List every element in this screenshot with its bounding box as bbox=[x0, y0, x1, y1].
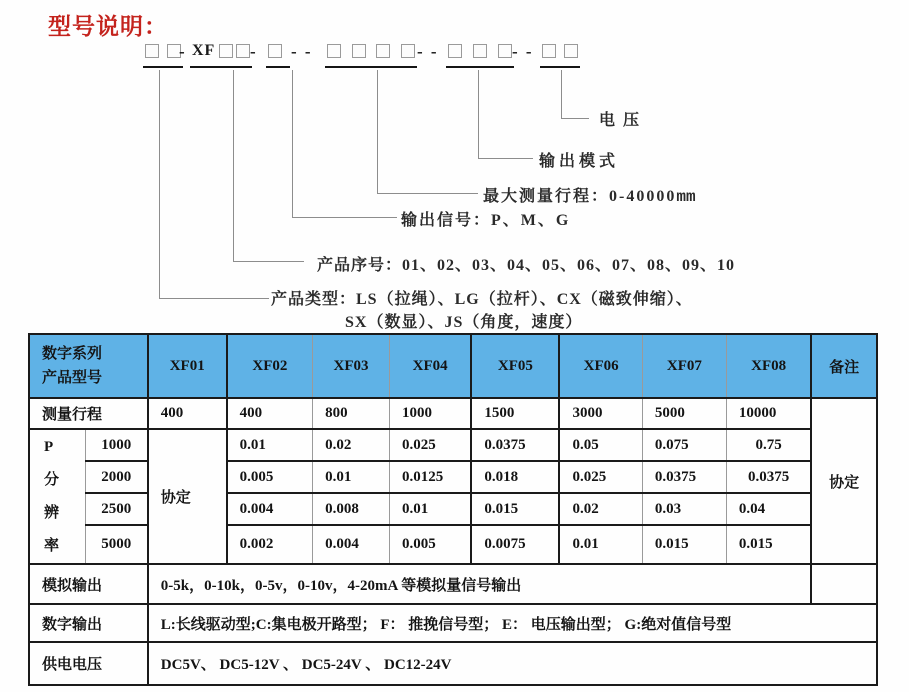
format-box bbox=[268, 44, 282, 58]
header-xf03: XF03 bbox=[313, 334, 390, 398]
resolution-key-5000: 5000 bbox=[85, 525, 147, 564]
resolution-key-2500: 2500 bbox=[85, 493, 147, 525]
range-xf04: 1000 bbox=[389, 398, 471, 429]
callout-product-type bbox=[271, 286, 693, 332]
model-group-series bbox=[190, 40, 252, 68]
res-2000-xf02: 0.005 bbox=[227, 461, 313, 493]
model-group-voltage bbox=[540, 40, 580, 68]
res-2000-xf07: 0.0375 bbox=[642, 461, 726, 493]
range-row bbox=[29, 398, 877, 429]
header-xf07: XF07 bbox=[642, 334, 726, 398]
header-xf08: XF08 bbox=[726, 334, 811, 398]
format-box bbox=[145, 44, 159, 58]
digital-output-value: L:长线驱动型;C:集电极开路型； F： 推挽信号型； E： 电压输出型； G:绝对值信号型 bbox=[148, 604, 877, 642]
resolution-key-2000: 2000 bbox=[85, 461, 147, 493]
header-remark: 备注 bbox=[811, 334, 877, 398]
remark-agreement: 协定 bbox=[811, 398, 877, 564]
res-5000-xf07: 0.015 bbox=[642, 525, 726, 564]
callout-max-range bbox=[483, 183, 696, 206]
resolution-label-char: 辨 bbox=[44, 504, 60, 521]
leader-line-voltage bbox=[561, 70, 589, 119]
model-group-output-mode bbox=[446, 40, 514, 68]
res-1000-xf04: 0.025 bbox=[389, 429, 471, 461]
analog-output-value: 0-5k，0-10k，0-5v，0-10v，4-20mA 等模拟量信号输出 bbox=[148, 564, 812, 604]
format-box bbox=[473, 44, 487, 58]
leader-line-max-range bbox=[377, 70, 478, 194]
res-1000-xf08: 0.75 bbox=[726, 429, 811, 461]
res-1000-xf07: 0.075 bbox=[642, 429, 726, 461]
page-title: 型号说明： bbox=[48, 13, 168, 39]
res-2000-xf03: 0.01 bbox=[313, 461, 390, 493]
res-1000-xf06: 0.05 bbox=[559, 429, 642, 461]
header-xf06: XF06 bbox=[559, 334, 642, 398]
analog-remark-empty bbox=[811, 564, 877, 604]
resolution-row-1000 bbox=[29, 429, 877, 461]
model-separator: - bbox=[179, 42, 187, 61]
model-group-range bbox=[325, 40, 417, 68]
res-5000-xf03: 0.004 bbox=[313, 525, 390, 564]
spec-table bbox=[28, 333, 878, 686]
format-box bbox=[401, 44, 415, 58]
callout-product-type-line1: 产品类型：LS（拉绳）、LG（拉杆）、CX（磁致伸缩）、 bbox=[271, 291, 693, 308]
range-xf03: 800 bbox=[313, 398, 390, 429]
resolution-label-char: 率 bbox=[44, 537, 60, 554]
res-2000-xf04: 0.0125 bbox=[389, 461, 471, 493]
range-xf08: 10000 bbox=[726, 398, 811, 429]
callout-product-serial: 产品序号：01、02、03、04、05、06、07、08、09、10 bbox=[317, 257, 736, 274]
header-label-line1: 数字系列 bbox=[42, 346, 103, 362]
range-xf02: 400 bbox=[227, 398, 313, 429]
range-xf06: 3000 bbox=[559, 398, 642, 429]
res-2500-xf05: 0.015 bbox=[471, 493, 559, 525]
range-label: 测量行程 bbox=[29, 398, 148, 429]
model-separator: - - bbox=[417, 42, 439, 61]
table-header-row bbox=[29, 334, 877, 398]
res-5000-xf05: 0.0075 bbox=[471, 525, 559, 564]
callout-output-mode: 输出模式 bbox=[539, 153, 620, 170]
res-2500-xf03: 0.008 bbox=[313, 493, 390, 525]
range-xf07: 5000 bbox=[642, 398, 726, 429]
power-voltage-row bbox=[29, 642, 877, 685]
callout-voltage: 电压 bbox=[599, 112, 648, 129]
header-label-line2: 产品型号 bbox=[42, 370, 103, 386]
res-1000-xf03: 0.02 bbox=[313, 429, 390, 461]
callout-max-range-text: 最大测量行程：0-40000 bbox=[483, 188, 677, 205]
format-box bbox=[498, 44, 512, 58]
format-box bbox=[219, 44, 233, 58]
format-box bbox=[542, 44, 556, 58]
header-xf04: XF04 bbox=[389, 334, 471, 398]
callout-max-range-unit: mm bbox=[676, 188, 696, 206]
header-xf01: XF01 bbox=[148, 334, 227, 398]
format-box bbox=[448, 44, 462, 58]
leader-line-output-mode bbox=[478, 70, 533, 159]
callout-output-signal: 输出信号：P、M、G bbox=[401, 212, 571, 229]
format-box bbox=[236, 44, 250, 58]
resolution-xf01-agreement: 协定 bbox=[148, 429, 227, 564]
resolution-label-char: 分 bbox=[44, 471, 60, 488]
res-2500-xf04: 0.01 bbox=[389, 493, 471, 525]
format-box bbox=[376, 44, 390, 58]
model-group-signal bbox=[266, 40, 290, 68]
digital-output-row bbox=[29, 604, 877, 642]
header-xf02: XF02 bbox=[227, 334, 313, 398]
callout-product-type-line2: SX（数显）、JS（角度，速度） bbox=[345, 314, 583, 331]
res-2000-xf05: 0.018 bbox=[471, 461, 559, 493]
res-5000-xf06: 0.01 bbox=[559, 525, 642, 564]
analog-output-row bbox=[29, 564, 877, 604]
range-xf05: 1500 bbox=[471, 398, 559, 429]
res-1000-xf02: 0.01 bbox=[227, 429, 313, 461]
power-voltage-value: DC5V、 DC5-12V 、 DC5-24V 、 DC12-24V bbox=[148, 642, 877, 685]
res-2500-xf02: 0.004 bbox=[227, 493, 313, 525]
spec-table-wrap bbox=[28, 333, 878, 686]
model-separator: - - bbox=[512, 42, 534, 61]
resolution-label bbox=[29, 429, 85, 564]
analog-output-label: 模拟输出 bbox=[29, 564, 148, 604]
model-group-type bbox=[143, 40, 183, 68]
res-2000-xf08: 0.0375 bbox=[726, 461, 811, 493]
header-series-label bbox=[29, 334, 148, 398]
res-5000-xf08: 0.015 bbox=[726, 525, 811, 564]
res-5000-xf02: 0.002 bbox=[227, 525, 313, 564]
model-separator: - bbox=[250, 42, 258, 61]
res-2500-xf07: 0.03 bbox=[642, 493, 726, 525]
model-prefix-xf: XF bbox=[192, 42, 216, 59]
res-2500-xf06: 0.02 bbox=[559, 493, 642, 525]
resolution-label-char: P bbox=[44, 438, 54, 455]
res-5000-xf04: 0.005 bbox=[389, 525, 471, 564]
resolution-key-1000: 1000 bbox=[85, 429, 147, 461]
digital-output-label: 数字输出 bbox=[29, 604, 148, 642]
power-voltage-label: 供电电压 bbox=[29, 642, 148, 685]
range-xf01: 400 bbox=[148, 398, 227, 429]
model-separator: - - bbox=[291, 42, 313, 61]
format-box bbox=[564, 44, 578, 58]
res-2000-xf06: 0.025 bbox=[559, 461, 642, 493]
format-box bbox=[352, 44, 366, 58]
header-xf05: XF05 bbox=[471, 334, 559, 398]
res-1000-xf05: 0.0375 bbox=[471, 429, 559, 461]
res-2500-xf08: 0.04 bbox=[726, 493, 811, 525]
format-box bbox=[327, 44, 341, 58]
